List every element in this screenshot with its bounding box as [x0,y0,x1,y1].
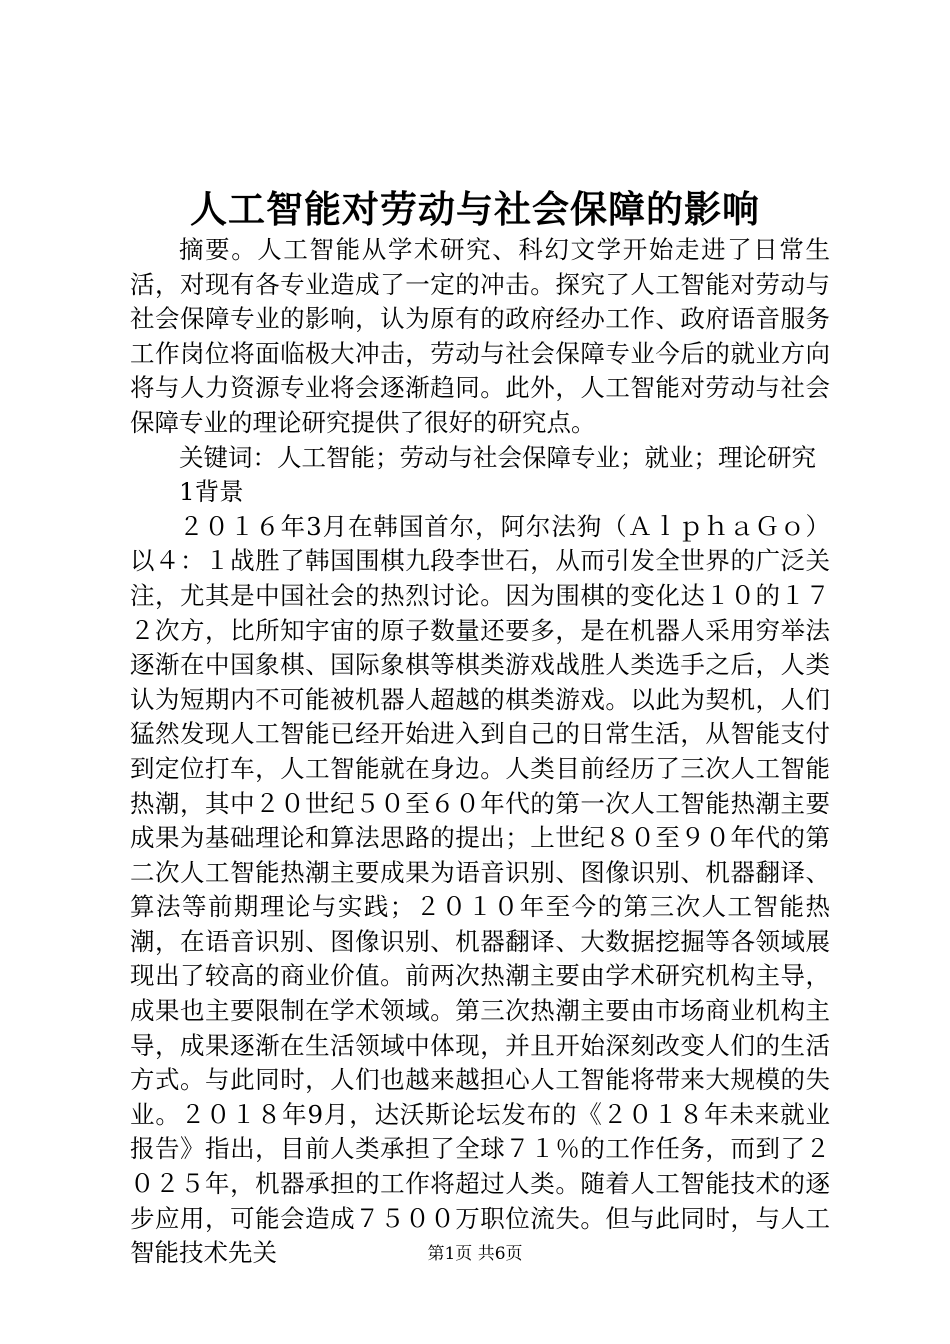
document-body [130,233,830,1271]
keywords-paragraph: 关键词：人工智能；劳动与社会保障专业；就业；理论研究 [179,442,816,472]
document-title: 人工智能对劳动与社会保障的影响 [190,187,760,231]
background-paragraph: ２０１６年3月在韩国首尔，阿尔法狗（ＡｌｐｈａＧｏ）以４：１战胜了韩国围棋九段李世石，从而引发全世界的广泛关注，尤其是中国社会的热烈讨论。因为围棋的变化达１０的１７２次方，比所知宇宙的原子数量还要多，是在机器人采用穷举法逐渐在中国象棋、国际象棋等棋类游戏战胜人类选手之后，人类认为短期内不可能被机器人超越的棋类游戏。以此为契机，人们猛然发现人工智能已经开始进入到自己的日常生活，从智能支付到定位打车，人工智能就在身边。人类目前经历了三次人工智能热潮，其中２０世纪５０至６０年代的第一次人工智能热潮主要成果为基础理论和算法思路的提出；上世纪８０至９０年代的第二次人工智能热潮主要成果为语音识别、图像识别、机器翻译、算法等前期理论与实践；２０１０年至今的第三次人工智能热潮，在语音识别、图像识别、机器翻译、大数据挖掘等各领域展现出了较高的商业价值。前两次热潮主要由学术研究机构主导，成果也主要限制在学术领域。第三次热潮主要由市场商业机构主导，成果逐渐在生活领域中体现，并且开始深刻改变人们的生活方式。与此同时，人们也越来越担心人工智能将带来大规模的失业。２０１８年9月，达沃斯论坛发布的《２０１８年未来就业报告》指出，目前人类承担了全球７１％的工作任务，而到了２０２５年，机器承担的工作将超过人类。随着人工智能技术的逐步应用，可能会造成７５００万职位流失。但与此同时，与人工智能技术先关 [130,511,830,1268]
page-footer: 第1页 共6页 [427,1244,523,1264]
section-heading-background: 1背景 [179,477,244,507]
abstract-paragraph: 摘要。人工智能从学术研究、科幻文学开始走进了日常生活，对现有各专业造成了一定的冲击。探究了人工智能对劳动与社会保障专业的影响，认为原有的政府经办工作、政府语音服务工作岗位将面临极大冲击，劳动与社会保障专业今后的就业方向将与人力资源专业将会逐渐趋同。此外，人工智能对劳动与社会保障专业的理论研究提供了很好的研究点。 [130,235,830,437]
